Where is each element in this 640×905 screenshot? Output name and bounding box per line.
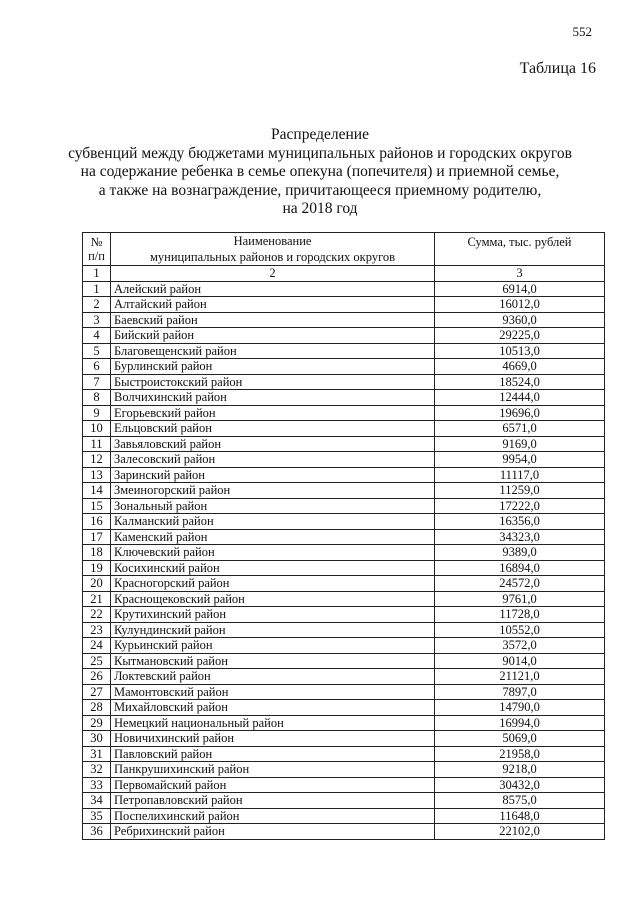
row-number: 15 <box>83 498 111 514</box>
subvention-amount: 17222,0 <box>435 498 605 514</box>
row-number: 27 <box>83 684 111 700</box>
table-row <box>83 777 605 793</box>
district-name: Завьяловский район <box>111 436 435 452</box>
subvention-amount: 11117,0 <box>435 467 605 483</box>
table-row <box>83 746 605 762</box>
row-number: 11 <box>83 436 111 452</box>
row-number: 36 <box>83 824 111 840</box>
district-name: Немецкий национальный район <box>111 715 435 731</box>
district-name: Залесовский район <box>111 452 435 468</box>
district-name: Первомайский район <box>111 777 435 793</box>
title-line: субвенций между бюджетами муниципальных районов и городских округов <box>68 144 572 162</box>
row-number: 16 <box>83 514 111 530</box>
table-row <box>83 452 605 468</box>
subvention-amount: 16994,0 <box>435 715 605 731</box>
table-row <box>83 653 605 669</box>
district-name: Заринский район <box>111 467 435 483</box>
row-number: 35 <box>83 808 111 824</box>
table-row <box>83 545 605 561</box>
subvention-amount: 16356,0 <box>435 514 605 530</box>
district-name: Быстроистокский район <box>111 374 435 390</box>
subvention-amount: 11259,0 <box>435 483 605 499</box>
district-name: Косихинский район <box>111 560 435 576</box>
row-number: 6 <box>83 359 111 375</box>
subvention-amount: 9218,0 <box>435 762 605 778</box>
table-row <box>83 715 605 731</box>
row-number: 33 <box>83 777 111 793</box>
district-name: Крутихинский район <box>111 607 435 623</box>
subvention-amount: 9360,0 <box>435 312 605 328</box>
table-row <box>83 669 605 685</box>
district-name: Ключевский район <box>111 545 435 561</box>
subvention-amount: 9761,0 <box>435 591 605 607</box>
table-label: Таблица 16 <box>519 60 596 77</box>
row-number: 32 <box>83 762 111 778</box>
document-title <box>0 126 640 219</box>
column-number: 3 <box>435 266 605 282</box>
subvention-amount: 3572,0 <box>435 638 605 654</box>
row-number: 3 <box>83 312 111 328</box>
district-name: Кытмановский район <box>111 653 435 669</box>
table-row <box>83 607 605 623</box>
subvention-amount: 22102,0 <box>435 824 605 840</box>
table-row <box>83 700 605 716</box>
table-row <box>83 328 605 344</box>
subvention-amount: 9014,0 <box>435 653 605 669</box>
row-number: 10 <box>83 421 111 437</box>
column-number: 2 <box>111 266 435 282</box>
table-row <box>83 762 605 778</box>
district-name: Курьинский район <box>111 638 435 654</box>
row-number: 28 <box>83 700 111 716</box>
row-number: 5 <box>83 343 111 359</box>
row-number: 22 <box>83 607 111 623</box>
district-name: Благовещенский район <box>111 343 435 359</box>
table-row <box>83 638 605 654</box>
district-name: Егорьевский район <box>111 405 435 421</box>
subvention-amount: 30432,0 <box>435 777 605 793</box>
row-number: 30 <box>83 731 111 747</box>
table-row <box>83 297 605 313</box>
table-row <box>83 343 605 359</box>
district-name: Петропавловский район <box>111 793 435 809</box>
table-row <box>83 436 605 452</box>
district-name: Алтайский район <box>111 297 435 313</box>
subvention-amount: 9954,0 <box>435 452 605 468</box>
row-number: 8 <box>83 390 111 406</box>
title-line: на 2018 год <box>282 200 358 217</box>
table-row <box>83 483 605 499</box>
table-row <box>83 498 605 514</box>
subvention-amount: 7897,0 <box>435 684 605 700</box>
subvention-amount: 6571,0 <box>435 421 605 437</box>
row-number: 17 <box>83 529 111 545</box>
table-row <box>83 808 605 824</box>
page-number: 552 <box>572 24 592 39</box>
table-row <box>83 622 605 638</box>
subvention-amount: 9169,0 <box>435 436 605 452</box>
subvention-amount: 16894,0 <box>435 560 605 576</box>
subvention-amount: 11728,0 <box>435 607 605 623</box>
district-name: Ребрихинский район <box>111 824 435 840</box>
subvention-amount: 6914,0 <box>435 281 605 297</box>
district-name: Алейский район <box>111 281 435 297</box>
subvention-amount: 29225,0 <box>435 328 605 344</box>
table-row <box>83 374 605 390</box>
row-number: 24 <box>83 638 111 654</box>
subvention-amount: 16012,0 <box>435 297 605 313</box>
table-row <box>83 576 605 592</box>
header-name <box>111 233 435 266</box>
row-number: 14 <box>83 483 111 499</box>
district-name: Панкрушихинский район <box>111 762 435 778</box>
row-number: 26 <box>83 669 111 685</box>
table-row <box>83 731 605 747</box>
table-row <box>83 390 605 406</box>
row-number: 2 <box>83 297 111 313</box>
district-name: Локтевский район <box>111 669 435 685</box>
row-number: 13 <box>83 467 111 483</box>
subvention-amount: 34323,0 <box>435 529 605 545</box>
title-line: а также на вознаграждение, причитающееся приемному родителю, <box>98 181 542 199</box>
subvention-amount: 10552,0 <box>435 622 605 638</box>
subvention-amount: 24572,0 <box>435 576 605 592</box>
table-row <box>83 421 605 437</box>
table-row <box>83 359 605 375</box>
row-number: 25 <box>83 653 111 669</box>
row-number: 7 <box>83 374 111 390</box>
row-number: 21 <box>83 591 111 607</box>
district-name: Красногорский район <box>111 576 435 592</box>
row-number: 9 <box>83 405 111 421</box>
subvention-amount: 9389,0 <box>435 545 605 561</box>
district-name: Зональный район <box>111 498 435 514</box>
table-body <box>83 281 605 839</box>
district-name: Кулундинский район <box>111 622 435 638</box>
district-name: Бурлинский район <box>111 359 435 375</box>
subvention-amount: 8575,0 <box>435 793 605 809</box>
title-line: на содержание ребенка в семье опекуна (попечителя) и приемной семье, <box>80 163 560 180</box>
district-name: Змеиногорский район <box>111 483 435 499</box>
district-name: Поспелихинский район <box>111 808 435 824</box>
row-number: 20 <box>83 576 111 592</box>
table-row <box>83 405 605 421</box>
district-name: Павловский район <box>111 746 435 762</box>
header-number <box>83 233 111 266</box>
table-row <box>83 684 605 700</box>
row-number: 29 <box>83 715 111 731</box>
header-number-line2: п/п <box>88 249 105 263</box>
subvention-amount: 4669,0 <box>435 359 605 375</box>
district-name: Ельцовский район <box>111 421 435 437</box>
district-name: Бийский район <box>111 328 435 344</box>
row-number: 34 <box>83 793 111 809</box>
subvention-amount: 11648,0 <box>435 808 605 824</box>
row-number: 1 <box>83 281 111 297</box>
table-row <box>83 514 605 530</box>
table-row <box>83 467 605 483</box>
header-name-line2: муниципальных районов и городских округов <box>149 250 396 264</box>
row-number: 19 <box>83 560 111 576</box>
table-row <box>83 560 605 576</box>
district-name: Мамонтовский район <box>111 684 435 700</box>
district-name: Новичихинский район <box>111 731 435 747</box>
table-row <box>83 824 605 840</box>
table-row <box>83 281 605 297</box>
distribution-table <box>82 232 605 840</box>
subvention-amount: 21958,0 <box>435 746 605 762</box>
subvention-amount: 19696,0 <box>435 405 605 421</box>
district-name: Баевский район <box>111 312 435 328</box>
subvention-amount: 18524,0 <box>435 374 605 390</box>
header-sum: Сумма, тыс. рублей <box>435 233 605 266</box>
subvention-amount: 14790,0 <box>435 700 605 716</box>
column-number-row <box>83 266 605 282</box>
district-name: Михайловский район <box>111 700 435 716</box>
row-number: 23 <box>83 622 111 638</box>
column-number: 1 <box>83 266 111 282</box>
subvention-amount: 10513,0 <box>435 343 605 359</box>
district-name: Волчихинский район <box>111 390 435 406</box>
subvention-amount: 5069,0 <box>435 731 605 747</box>
table-header-row <box>83 233 605 266</box>
row-number: 18 <box>83 545 111 561</box>
district-name: Краснощековский район <box>111 591 435 607</box>
table-row <box>83 793 605 809</box>
row-number: 12 <box>83 452 111 468</box>
row-number: 4 <box>83 328 111 344</box>
table-row <box>83 312 605 328</box>
subvention-amount: 12444,0 <box>435 390 605 406</box>
header-number-line1: № <box>90 235 103 249</box>
table-row <box>83 529 605 545</box>
district-name: Каменский район <box>111 529 435 545</box>
header-name-line1: Наименование <box>233 234 312 248</box>
district-name: Калманский район <box>111 514 435 530</box>
subvention-amount: 21121,0 <box>435 669 605 685</box>
table-row <box>83 591 605 607</box>
row-number: 31 <box>83 746 111 762</box>
title-line: Распределение <box>271 126 369 143</box>
